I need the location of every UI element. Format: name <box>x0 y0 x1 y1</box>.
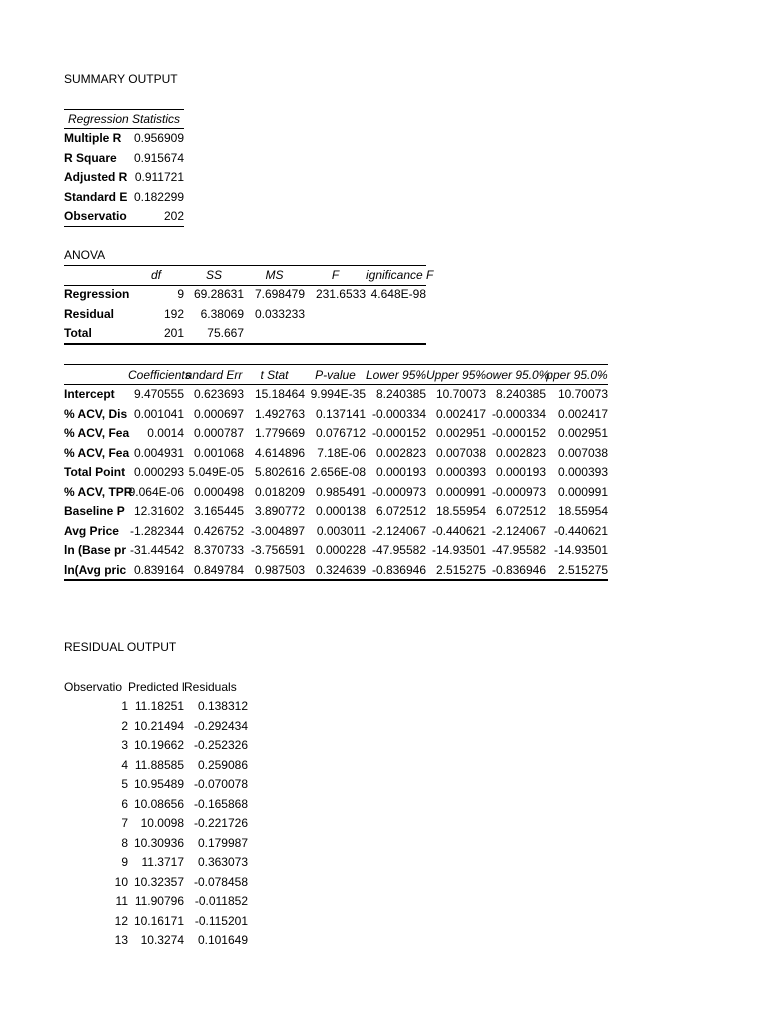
table-row <box>64 833 248 853</box>
anova-row-label: Total <box>64 326 92 341</box>
stat-label: Adjusted R <box>64 170 128 185</box>
table-row <box>64 814 248 834</box>
anova-bottom-rule <box>64 343 426 345</box>
coef-cell: 0.002417 <box>557 406 608 421</box>
observation-cell: 12 <box>114 913 128 928</box>
coef-cell: 2.656E-08 <box>310 465 366 480</box>
anova-cell: 4.648E-98 <box>370 287 426 302</box>
coef-cell: 0.000991 <box>435 484 486 499</box>
anova-header-cell: SS <box>205 267 222 282</box>
coef-header-cell: Upper 95% <box>426 367 487 382</box>
residual-cell: 0.101649 <box>197 933 248 948</box>
coef-header-cell: Lower 95% <box>366 367 427 382</box>
anova-cell: 75.667 <box>207 326 244 341</box>
coef-cell: -0.440621 <box>431 523 486 538</box>
table-row <box>64 207 184 227</box>
coef-cell: -0.836946 <box>491 562 546 577</box>
coef-cell: 0.426752 <box>193 523 244 538</box>
coef-row-label: % ACV, TPR <box>64 484 133 499</box>
observation-cell: 4 <box>121 757 128 772</box>
anova-cell <box>305 324 366 344</box>
coef-cell: 0.000393 <box>557 465 608 480</box>
coef-header-cell: P-value <box>315 367 356 382</box>
table-row <box>64 775 248 795</box>
coef-cell: 4.614896 <box>254 445 305 460</box>
anova-cell: 201 <box>163 326 184 341</box>
table-row <box>64 853 248 873</box>
stat-label: Standard E <box>64 189 128 204</box>
coef-cell: -2.124067 <box>491 523 546 538</box>
coef-header-cell: Coefficients <box>128 367 191 382</box>
coef-cell: 0.000138 <box>315 504 366 519</box>
coef-row-label: Total Point <box>64 465 126 480</box>
table-row <box>64 385 608 405</box>
coef-cell: 0.000193 <box>375 465 426 480</box>
coef-cell: 1.779669 <box>254 426 305 441</box>
anova-cell: 69.28631 <box>193 287 244 302</box>
table-row <box>64 168 184 188</box>
anova-cell <box>366 324 426 344</box>
coef-cell: -0.000152 <box>371 426 426 441</box>
regression-stats-header-row <box>64 109 184 129</box>
predicted-cell: 11.88585 <box>134 757 184 772</box>
coef-cell: -14.93501 <box>553 543 608 558</box>
coef-cell: 8.240385 <box>495 387 546 402</box>
table-row <box>64 187 184 207</box>
table-row <box>64 931 248 951</box>
coef-cell: 9.994E-35 <box>310 387 366 402</box>
coef-cell: 0.000991 <box>557 484 608 499</box>
anova-cell <box>366 304 426 324</box>
coef-header-rule <box>64 384 608 385</box>
residual-cell: 0.363073 <box>197 855 248 870</box>
observation-cell: 1 <box>121 699 128 714</box>
coef-bottom-rule <box>64 579 608 581</box>
coef-cell: 1.492763 <box>254 406 305 421</box>
anova-cell: 6.38069 <box>200 306 244 321</box>
coef-header-cell: pper 95.0% <box>546 367 608 382</box>
table-row <box>64 794 248 814</box>
table-row <box>64 736 248 756</box>
residual-cell: -0.115201 <box>194 913 248 928</box>
residual-cell: 0.259086 <box>197 757 248 772</box>
table-row <box>64 424 608 444</box>
coef-cell: 0.987503 <box>254 562 305 577</box>
coef-row-label: % ACV, Fea <box>64 426 130 441</box>
coef-header-cell: ower 95.0% <box>486 367 550 382</box>
coef-cell: 0.003011 <box>316 523 366 538</box>
coef-cell: 0.137141 <box>315 406 366 421</box>
coef-cell: 0.000193 <box>495 465 546 480</box>
anova-cell: 0.033233 <box>254 306 305 321</box>
predicted-cell: 10.0098 <box>140 816 184 831</box>
table-row <box>64 285 426 305</box>
coef-row-label: Intercept <box>64 387 115 402</box>
residual-output-table <box>64 677 248 950</box>
table-row <box>64 404 608 424</box>
coef-cell: -2.124067 <box>371 523 426 538</box>
coef-header-cell: andard Err <box>185 367 243 382</box>
predicted-cell: 11.18251 <box>134 699 184 714</box>
coef-cell: -3.004897 <box>250 523 305 538</box>
anova-cell: 9 <box>177 287 184 302</box>
regression-stats-header-rule <box>64 128 184 129</box>
predicted-cell: 11.90796 <box>134 894 184 909</box>
residual-header-cell: Observatio <box>64 679 123 694</box>
observation-cell: 8 <box>121 835 128 850</box>
predicted-cell: 10.08656 <box>133 796 184 811</box>
coef-cell: -0.440621 <box>553 523 608 538</box>
coef-cell: 2.515275 <box>557 562 608 577</box>
coef-cell: 0.002951 <box>435 426 486 441</box>
anova-table <box>64 265 434 343</box>
table-row <box>64 892 248 912</box>
stat-value: 202 <box>163 209 185 224</box>
coef-cell: 5.049E-05 <box>188 465 244 480</box>
coef-cell: 0.000393 <box>435 465 486 480</box>
coef-header-cell <box>64 365 128 385</box>
residual-header-row <box>64 677 248 697</box>
coef-cell: 12.31602 <box>133 504 184 519</box>
table-row <box>64 148 184 168</box>
table-row <box>64 443 608 463</box>
stat-label: R Square <box>64 150 117 165</box>
coef-cell: 0.018209 <box>254 484 305 499</box>
coef-row-label: ln (Base pr <box>64 543 127 558</box>
stat-label: Multiple R <box>64 131 122 146</box>
predicted-cell: 10.21494 <box>133 718 184 733</box>
anova-header-cell: MS <box>265 267 284 282</box>
anova-cell <box>244 324 305 344</box>
coef-cell: 0.007038 <box>557 445 608 460</box>
coef-cell: -0.000973 <box>371 484 426 499</box>
coef-cell: 0.002951 <box>557 426 608 441</box>
table-row <box>64 911 248 931</box>
table-row <box>64 463 608 483</box>
predicted-cell: 10.32357 <box>133 874 184 889</box>
predicted-cell: 10.16171 <box>133 913 184 928</box>
coef-cell: 0.002823 <box>375 445 426 460</box>
coef-cell: 8.240385 <box>375 387 426 402</box>
coef-row-label: ln(Avg pric <box>64 562 127 577</box>
coef-cell: 18.55954 <box>557 504 608 519</box>
anova-row-label: Regression <box>64 287 130 302</box>
stat-value: 0.911721 <box>134 170 185 185</box>
coef-cell: -31.44542 <box>129 543 184 558</box>
coef-cell: 8.370733 <box>193 543 244 558</box>
coef-cell: -47.95582 <box>491 543 546 558</box>
coef-cell: 0.839164 <box>133 562 184 577</box>
table-row <box>64 502 608 522</box>
residual-cell: 0.179987 <box>197 835 248 850</box>
coef-row-label: % ACV, Fea <box>64 445 130 460</box>
coef-cell: 3.890772 <box>254 504 305 519</box>
residual-header-cell: Residuals <box>184 679 237 694</box>
summary-output-title: SUMMARY OUTPUT <box>64 72 178 86</box>
residual-cell: -0.070078 <box>193 777 248 792</box>
coef-cell: 0.623693 <box>193 387 244 402</box>
observation-cell: 5 <box>121 777 128 792</box>
coef-cell: 0.001041 <box>133 406 184 421</box>
coef-cell: -14.93501 <box>431 543 486 558</box>
table-row <box>64 129 184 149</box>
coef-cell: 7.18E-06 <box>317 445 366 460</box>
coef-cell: 0.002823 <box>495 445 546 460</box>
residual-cell: -0.221726 <box>193 816 248 831</box>
table-row <box>64 872 248 892</box>
observation-cell: 13 <box>114 933 128 948</box>
observation-cell: 6 <box>121 796 128 811</box>
table-row <box>64 482 608 502</box>
residual-cell: -0.252326 <box>193 738 248 753</box>
stat-value: 0.182299 <box>133 189 185 204</box>
observation-cell: 2 <box>121 718 128 733</box>
residual-header-cell: Predicted l <box>128 679 185 694</box>
coef-cell: -0.000334 <box>491 406 546 421</box>
coef-cell: 0.000787 <box>193 426 244 441</box>
stat-value: 0.915674 <box>133 150 185 165</box>
coef-row-label: Baseline P <box>64 504 125 519</box>
residual-cell: 0.138312 <box>197 699 248 714</box>
residual-output-title: RESIDUAL OUTPUT <box>64 640 177 654</box>
coef-cell: 0.0014 <box>147 426 184 441</box>
anova-header-cell: df <box>150 267 161 282</box>
stat-label: Observatio <box>64 209 127 224</box>
coef-cell: 0.000697 <box>193 406 244 421</box>
coef-cell: 0.001068 <box>193 445 244 460</box>
coef-cell: 0.000293 <box>133 465 184 480</box>
coef-cell: 18.55954 <box>435 504 486 519</box>
residual-cell: -0.165868 <box>193 796 248 811</box>
residual-cell: -0.078458 <box>193 874 248 889</box>
observation-cell: 3 <box>121 738 128 753</box>
coef-header-row <box>64 365 608 385</box>
coef-cell: -0.000334 <box>371 406 426 421</box>
coef-cell: 0.849784 <box>193 562 244 577</box>
coef-cell: 0.000228 <box>315 543 366 558</box>
table-row <box>64 521 608 541</box>
coef-row-label: % ACV, Dis <box>64 406 128 421</box>
table-row <box>64 716 248 736</box>
coef-cell: 15.18464 <box>254 387 305 402</box>
coef-header-cell: t Stat <box>260 367 289 382</box>
anova-cell: 231.6533 <box>315 287 366 302</box>
table-row <box>64 697 248 717</box>
regression-stats-bottom-rule <box>64 226 184 227</box>
coef-cell: 6.072512 <box>375 504 426 519</box>
coef-cell: 0.985491 <box>315 484 366 499</box>
anova-title: ANOVA <box>64 248 106 262</box>
table-row <box>64 560 608 580</box>
predicted-cell: 10.95489 <box>133 777 184 792</box>
coef-cell: 10.70073 <box>435 387 486 402</box>
coef-cell: 6.072512 <box>495 504 546 519</box>
coef-cell: -1.282344 <box>129 523 184 538</box>
anova-header-row <box>64 265 426 285</box>
anova-cell: 192 <box>163 306 184 321</box>
coef-cell: -0.836946 <box>371 562 426 577</box>
coef-cell: 9.470555 <box>133 387 184 402</box>
table-row <box>64 541 608 561</box>
predicted-cell: 10.19662 <box>133 738 184 753</box>
anova-header-cell: F <box>331 267 340 282</box>
coef-cell: 9.064E-06 <box>128 484 184 499</box>
predicted-cell: 10.3274 <box>140 933 184 948</box>
observation-cell: 7 <box>121 816 128 831</box>
coef-cell: 2.515275 <box>435 562 486 577</box>
predicted-cell: 10.30936 <box>133 835 184 850</box>
coef-cell: 0.007038 <box>435 445 486 460</box>
coef-cell: 0.002417 <box>435 406 486 421</box>
anova-row-label: Residual <box>64 306 115 321</box>
observation-cell: 9 <box>121 855 128 870</box>
anova-cell: 7.698479 <box>254 287 305 302</box>
coef-cell: 0.004931 <box>133 445 184 460</box>
coef-cell: 0.000498 <box>193 484 244 499</box>
predicted-cell: 11.3717 <box>141 855 184 870</box>
observation-cell: 11 <box>115 894 128 909</box>
anova-header-cell: ignificance F <box>366 267 434 282</box>
observation-cell: 10 <box>114 874 128 889</box>
coef-cell: 0.324639 <box>315 562 366 577</box>
table-row <box>64 304 426 324</box>
table-row <box>64 755 248 775</box>
residual-cell: -0.292434 <box>193 718 248 733</box>
regression-stats-header: Regression Statistics <box>67 111 181 126</box>
coef-cell: 10.70073 <box>557 387 608 402</box>
anova-header-rule <box>64 285 426 286</box>
anova-header-cell <box>64 265 128 285</box>
regression-statistics-table <box>64 109 184 226</box>
coef-cell: -0.000973 <box>491 484 546 499</box>
coef-row-label: Avg Price <box>64 523 119 538</box>
coefficients-table <box>64 365 608 580</box>
coef-cell: -47.95582 <box>371 543 426 558</box>
stat-value: 0.956909 <box>133 131 185 146</box>
coef-cell: 0.076712 <box>315 426 366 441</box>
residual-cell: -0.011852 <box>194 894 248 909</box>
coef-cell: -3.756591 <box>250 543 305 558</box>
anova-cell <box>305 304 366 324</box>
table-row <box>64 324 426 344</box>
coef-cell: 5.802616 <box>254 465 305 480</box>
coef-cell: -0.000152 <box>491 426 546 441</box>
coef-cell: 3.165445 <box>193 504 244 519</box>
